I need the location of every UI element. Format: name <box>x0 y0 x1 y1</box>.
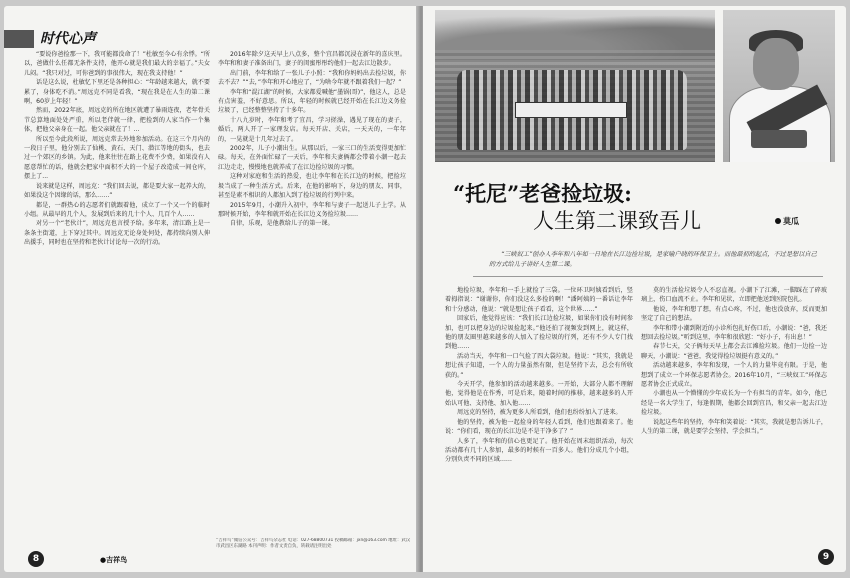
paragraph: 周远克的坚持，被为更多人所看到，他们也纷纷加入了进来。 <box>457 409 622 417</box>
page-number-right: 9 <box>818 549 834 565</box>
paragraph: 活动当天，李年和一口气捡了四大袋垃圾。他说：“其实，我就是想让孩子知道，一个人的力量虽然有限，但是坚持下去，总会有所收获的。” <box>445 352 633 379</box>
paragraph: 春节七天，父子俩每天早上都会去江滩捡垃圾。他们一边捡一边聊天，小潮说：“爸爸，我觉得捡垃圾挺有意义的。” <box>641 343 827 360</box>
paragraph: 出门前，李年和给了一张儿子小照：“我和你妈妈出去捡垃圾，你去不去？”“去，”李年和开心地应了，“为啥今年就不跟着我们一起？” <box>218 69 406 87</box>
paragraph: 李年和带小潮到附近的小诊所包扎好伤口后，小潮说：“爸，我还想回去捡垃圾。”听到这里，李年和很欣慰：“好小子，有出息！” <box>641 324 827 342</box>
paragraph: 莫的生活捡垃圾令人不忍直视。小潮下了江滩，一脚踩在了碎玻璃上，伤口血流不止。李年和见状，立即把他送到医院包扎。 <box>641 287 827 304</box>
left-column-2 <box>218 50 406 534</box>
paragraph: “要说你爸捡那一下，我可能都没命了！”杜敏至今心有余悸。“所以，爸做什么任都无条件支持，他开心就是我们最大的幸福了。”夫女儿闷。“我只对过，可你爸到的事很伟大，现在我支持他！” <box>24 51 210 77</box>
paragraph: 说起这些年的坚持，李年和笑着说：“其实，我就是想告诉儿子，人生的第二课，就是要学会坚持、学会担当。” <box>641 418 827 436</box>
byline <box>775 216 799 227</box>
group-photo <box>435 10 715 162</box>
article-subtitle: 人生第二课致吾儿 <box>533 209 701 233</box>
footnote: “吉祥鸟”微信公众号：吉祥鸟杂志社 电话：027-68800731 投稿邮箱：jxn@163.com 地址：武汉市武昌区东湖路 本刊声明：作者文责自负，转载请注明出处 <box>216 538 411 549</box>
page-number-left: 8 <box>28 551 44 567</box>
paragraph: 对另一个“老伙计”，周远克也言授予给。多年来，清江路上是一条条主街道，上下穿过其中。周远克无论身处何处，都持续向别人伸出援手，同时也在坚持和老伙计讨论每一次的行动。 <box>24 220 210 247</box>
paragraph: 这种对家庭和生活的热爱，也让李年和在长江边的时候，把捡垃圾当成了一种生活方式。后来，在他的影响下，身边的朋友、同事，甚至是素不相识的人都加入到了捡垃圾的行列中来。 <box>218 173 406 200</box>
paragraph: 自律，乐观，是他教给儿子的第一课。 <box>230 220 334 228</box>
paragraph: 都是，一群热心的志愿者们就跟着他，成立了一个又一个的临时小组。从最早的几个人，发展到后来的几十个人、几百个人…… <box>24 201 210 218</box>
left-column-1 <box>24 50 210 532</box>
paragraph: 2002年，儿子小潮出生。从那以后，一家三口的生活变得更加忙碌。每天，在外面忙碌了一天后，李年和夫妻俩都会带着小潮一起去江边走走，慢慢地也就养成了在江边捡垃圾的习惯。 <box>218 145 406 171</box>
article-title: “托尼”老爸捡垃圾: <box>453 181 632 206</box>
section-logo: 时代心声 <box>34 30 102 48</box>
paragraph: 所以至今此段所说，周远克常去外地参加活动。在这三个月内的一段日子里，他分别去了仙桃、黄石、天门、潜江等地的街头，也去过一个郊区的乡镇。为此，他来往往在路上花费不少费，如果没有人愿意帮忙的话，他就会把家中面积不大的一个屋子改造成一间仓库，摆上了... <box>24 135 210 181</box>
paragraph: 小潮也从一个懵懂的少年成长为一个有担当的青年。如今，他已经是一名大学生了，每逢假期，他都会回到宜昌，和父亲一起去江边捡垃圾。 <box>641 390 827 417</box>
divider <box>473 276 823 277</box>
paragraph: 回家后，他觉得应该：“我们长江边捡垃圾，如果你们没有时间参加，也可以把身边的垃圾捡起来。”他还拍了视频发到网上，就这样，他的朋友圈里越来越多的人加入了捡垃圾的行列，还有不少人专门找到他…… <box>445 315 633 351</box>
author-name: 莫瓜 <box>783 217 799 226</box>
portrait-stamp <box>751 130 807 148</box>
right-page <box>423 6 846 572</box>
paragraph: 今天开学，他参加的活动越来越多。一开始，大部分人都不理解他，觉得他是在作秀，可是后来，随着时间的推移，越来越多的人开始认可他、支持他、加入他…… <box>445 381 633 407</box>
paragraph: 他说，李年和想了想，有点心疼，不过，他也没放弃，反而更加坚定了自己的想法。 <box>641 305 827 323</box>
group-banner <box>515 102 627 118</box>
paragraph: 2015年9月，小潮升入初中，李年和与妻子一起送儿子上学。从那时候开始，李年和就开始在长江边义务捡垃圾…… <box>218 201 406 218</box>
publication-logo: ●吉祥鸟 <box>100 556 128 564</box>
paragraph: 李年和“混江湖”的时候，大家都爱喊他“墨锅(哥)”，他这人，总是有点害羞，不好意思。所以，年轻的时候就已经开始在长江边义务捡垃圾了，已经整整坚持了十多年。 <box>218 88 406 115</box>
portrait-photo <box>723 10 835 162</box>
paragraph: 十八九岁时，李年和考了宜昌，学习搓澡，遇见了现在的妻子，婚后，两人开了一家理发店。每天开店、关店，一天天的，一年年的，一晃就是十几年过去了。 <box>218 116 406 143</box>
portrait-head <box>753 38 799 90</box>
paragraph: 说来就是这样，周远克：“我们回去说，都是要大家一起养大的，如果没这个因缘的话，那么……” <box>24 182 210 200</box>
lead-paragraph: “三峡奴工”创办人李年和八年如一日地在长江边捡垃圾，是家喻户晓的环保卫士。而他最初的起点，不过是想以自己的方式给儿子讲好人生第二课。 <box>489 251 817 268</box>
right-column-1 <box>445 286 633 544</box>
paragraph: 他的坚持，被为他一起捡身的年轻人看到，他们也跟着来了。他说：“你们看，现在的长江边是不是干净多了？” <box>445 418 633 436</box>
bullet-icon <box>775 218 781 224</box>
paragraph: 地捡垃圾，李年和一手上就捡了三袋。一位环卫阿姨看到后，竖着拇指说：“谢谢你，你们没这么多捡的啊！”潘阿姨的一番话让李年和十分感动，他说：“就是想让孩子看看，这个世界……” <box>445 287 633 313</box>
left-page <box>4 6 419 572</box>
paragraph: 然而，2022年底，周远克的所在地区就遭了暴雨连夜，老年骨关节总算地面处处严重，所以老伴就一律，把捡到的人家当作一个集体，把他父亲身在一起。他父亲就在了！... <box>24 107 210 134</box>
paragraph: 活动越来越多，李年和发现，一个人的力量毕竟有限。于是，他想到了成立一个环保志愿者协会。2016年10月，“三峡奴工”环保志愿者协会正式成立。 <box>641 362 827 389</box>
paragraph: 话是这么说，杜敏忆下里还是各种担心：“年龄越来越大，就不要累了，身体吃不消。”周远克不同是看我，“现在我是在人生的第二课啊，60岁上年轻！” <box>24 79 210 106</box>
paragraph: 2016年除夕这天早上八点多，整个宜昌都沉浸在新年的喜庆里。李年和和妻子准备出门，妻子的闺蜜彤彤约他们一起去江边散步。 <box>218 51 406 68</box>
paragraph: 人多了，李年和的信心也更足了。他开始在周末组织活动，每次活动都有几十人参加，最多的时候有一百多人。他们分成几个小组，分别负责不同的区域…… <box>445 437 633 464</box>
right-column-2 <box>641 286 827 544</box>
